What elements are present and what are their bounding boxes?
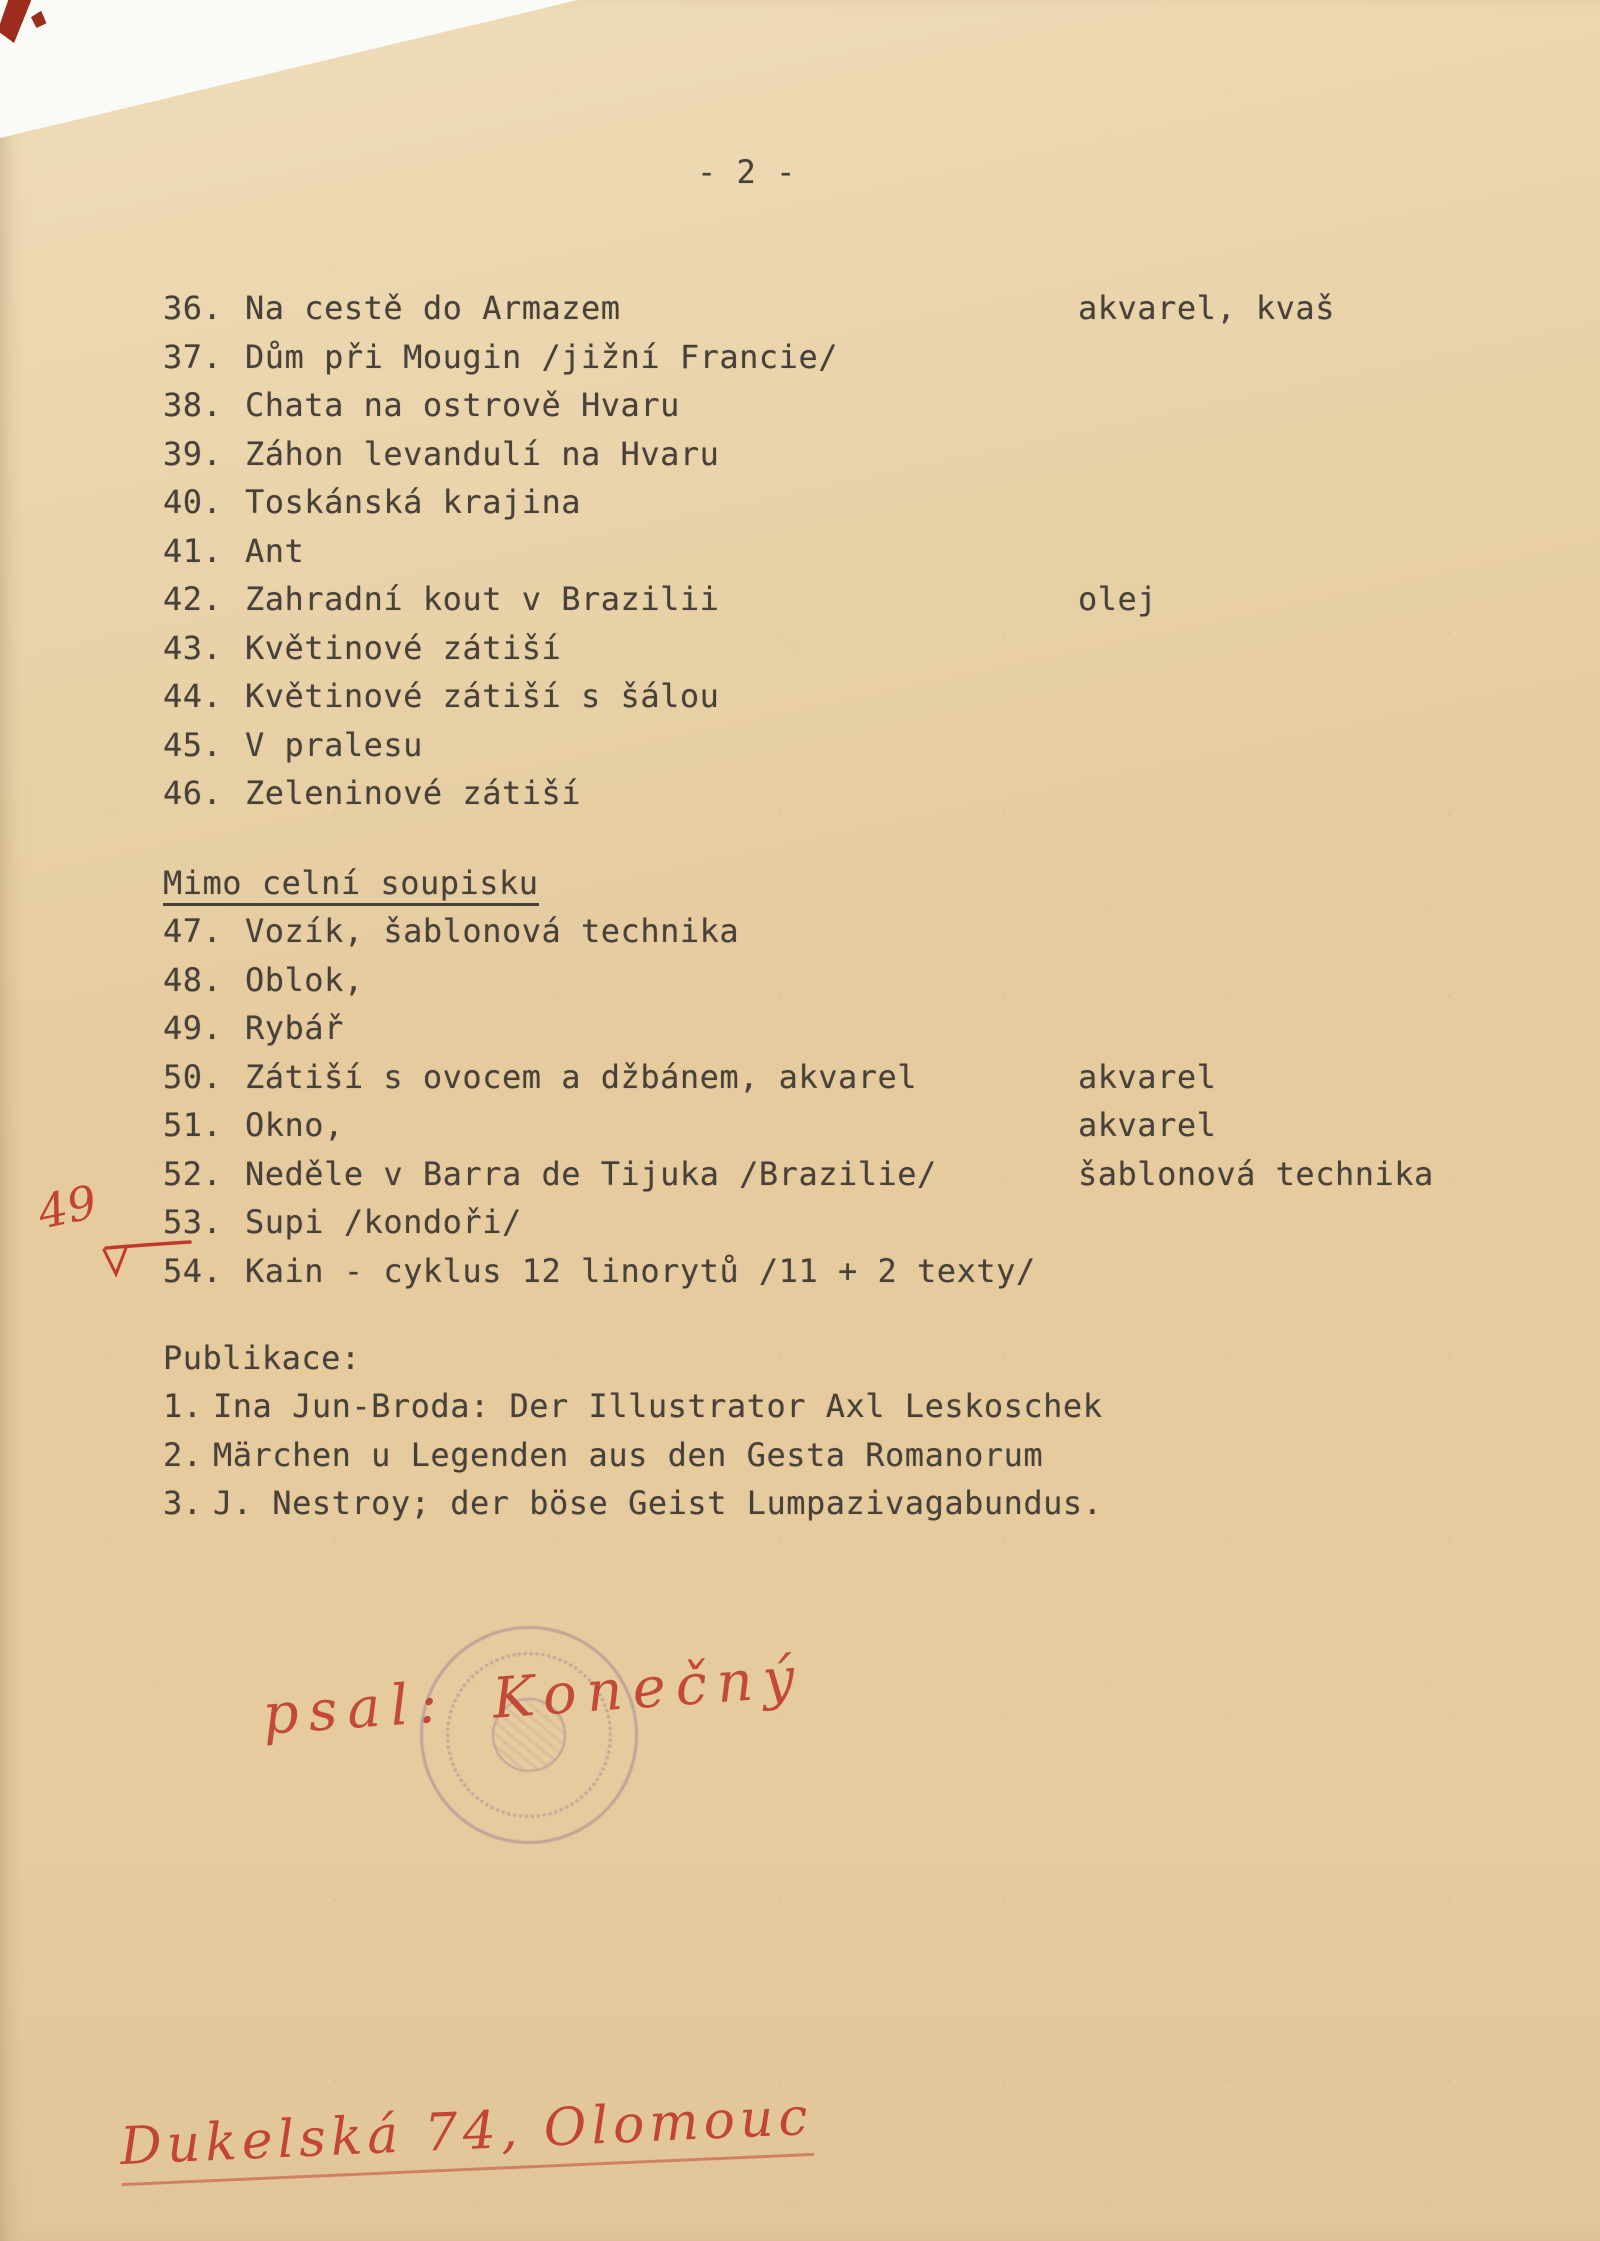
page-corner-fold xyxy=(0,0,578,138)
item-number: 36. xyxy=(163,289,223,327)
item-title: Supi /kondoři/ xyxy=(245,1203,522,1241)
publication-item xyxy=(163,1431,1563,1480)
item-title: Záhon levandulí na Hvaru xyxy=(245,434,720,473)
item-title: Květinové zátiší xyxy=(245,628,562,667)
catalog-item xyxy=(163,1053,1563,1102)
item-title: Oblok, xyxy=(245,960,364,999)
item-medium: šablonová technika xyxy=(1078,1154,1434,1193)
item-number: 41. xyxy=(163,531,223,570)
catalog-item xyxy=(163,381,1563,430)
section-heading-text: Mimo celní soupisku xyxy=(163,864,539,906)
item-number: 38. xyxy=(163,386,223,424)
item-medium: akvarel xyxy=(1078,1106,1217,1144)
catalog-item xyxy=(163,284,1563,333)
item-title: Zeleninové zátiší xyxy=(245,774,582,812)
catalog-item xyxy=(163,956,1563,1005)
item-medium: olej xyxy=(1078,580,1158,618)
publications-list xyxy=(163,1382,1563,1528)
item-title: Květinové zátiší s šálou xyxy=(245,677,720,715)
item-title: Ant xyxy=(245,531,305,570)
item-number: 42. xyxy=(163,580,223,618)
handwritten-address: Dukelská 74, Olomouc xyxy=(119,2087,814,2186)
catalog-item xyxy=(163,907,1563,956)
catalog-item xyxy=(163,721,1563,770)
catalog-item xyxy=(163,575,1563,624)
item-number: 1. xyxy=(163,1387,203,1425)
item-title: Kain - cyklus 12 linorytů /11 + 2 texty/ xyxy=(245,1251,1036,1290)
handwritten-margin-number: 49 xyxy=(33,1174,102,1240)
item-number: 50. xyxy=(163,1057,223,1096)
item-number: 40. xyxy=(163,483,223,521)
item-title: Chata na ostrově Hvaru xyxy=(245,386,680,424)
item-number: 53. xyxy=(163,1203,223,1241)
item-title: Okno, xyxy=(245,1106,344,1144)
item-title: V pralesu xyxy=(245,725,423,764)
item-title: Vozík, šablonová technika xyxy=(245,912,740,950)
catalog-item xyxy=(163,1150,1563,1199)
item-medium: akvarel, kvaš xyxy=(1078,289,1335,327)
item-title: Zátiší s ovocem a džbánem, akvarel xyxy=(245,1057,918,1096)
catalog-item xyxy=(163,672,1563,721)
item-title: Na cestě do Armazem xyxy=(245,289,621,327)
item-title: J. Nestroy; der böse Geist Lumpazivagabundus. xyxy=(213,1484,1103,1522)
item-title: Zahradní kout v Brazilii xyxy=(245,580,720,618)
catalog-item xyxy=(163,769,1563,818)
item-title: Ina Jun-Broda: Der Illustrator Axl Leskoschek xyxy=(213,1387,1103,1425)
item-number: 44. xyxy=(163,677,223,715)
item-number: 54. xyxy=(163,1251,223,1290)
item-number: 49. xyxy=(163,1009,223,1047)
item-medium: akvarel xyxy=(1078,1057,1217,1096)
page-number: - 2 - xyxy=(697,153,796,191)
catalog-item xyxy=(163,527,1563,576)
section-heading xyxy=(163,859,539,908)
handwritten-signature: psal: Konečný xyxy=(260,1645,807,1748)
item-number: 37. xyxy=(163,337,223,376)
catalog-item xyxy=(163,624,1563,673)
item-number: 39. xyxy=(163,434,223,473)
item-number: 46. xyxy=(163,774,223,812)
item-number: 48. xyxy=(163,960,223,999)
catalog-item xyxy=(163,1247,1563,1296)
catalog-item xyxy=(163,1004,1563,1053)
item-title: Dům při Mougin /jižní Francie/ xyxy=(245,337,838,376)
item-title: Neděle v Barra de Tijuka /Brazilie/ xyxy=(245,1154,937,1193)
item-number: 47. xyxy=(163,912,223,950)
publication-item xyxy=(163,1382,1563,1431)
publication-item xyxy=(163,1479,1563,1528)
item-title: Märchen u Legenden aus den Gesta Romanorum xyxy=(213,1435,1044,1474)
item-title: Rybář xyxy=(245,1009,344,1047)
catalog-item xyxy=(163,478,1563,527)
catalog-item xyxy=(163,430,1563,479)
red-underline-tick xyxy=(86,1230,216,1282)
extra-list xyxy=(163,907,1563,1295)
item-number: 43. xyxy=(163,628,223,667)
catalog-item xyxy=(163,1101,1563,1150)
item-title: Toskánská krajina xyxy=(245,483,582,521)
publications-heading: Publikace: xyxy=(163,1339,361,1377)
item-number: 3. xyxy=(163,1484,203,1522)
item-number: 52. xyxy=(163,1154,223,1193)
item-number: 2. xyxy=(163,1435,203,1474)
catalog-list xyxy=(163,284,1563,818)
catalog-item xyxy=(163,1198,1563,1247)
catalog-item xyxy=(163,333,1563,382)
item-number: 45. xyxy=(163,725,223,764)
item-number: 51. xyxy=(163,1106,223,1144)
